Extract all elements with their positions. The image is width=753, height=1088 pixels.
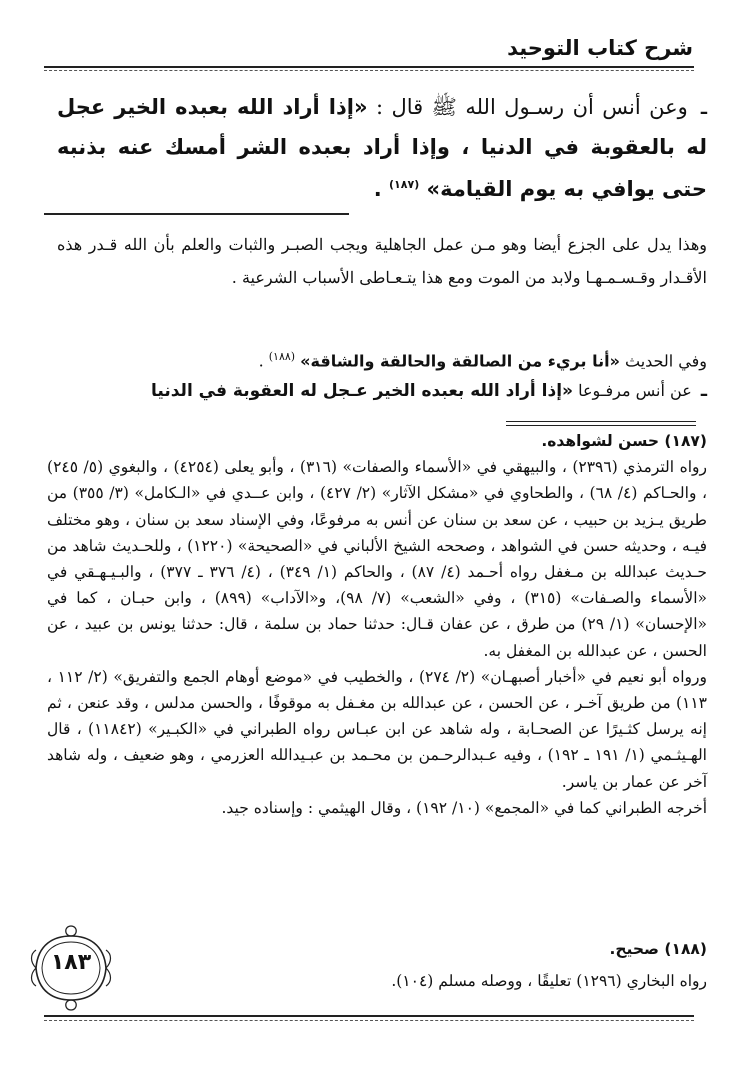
paragraph-explanation: وهذا يدل على الجزع أيضا وهو مـن عمل الجاهلية ويجب الصبـر والثبات والعلم بأن الله قـدر هذه الأقـدار وقـسـمـهـا ولابد من الموت ومع هذا يتـعـاطى الأسباب الشرعية . <box>57 235 707 287</box>
running-header-title: شرح كتاب التوحيد <box>507 36 693 60</box>
hadith-intro: عن أنس مرفـوعا <box>573 381 692 400</box>
footnote-ref-188[interactable]: (١٨٨) <box>268 350 296 363</box>
paragraph-end: . <box>373 177 382 201</box>
footnote-separator-double <box>506 425 696 426</box>
footer-rule <box>44 1015 694 1017</box>
footnote-188-paragraph-1: رواه البخاري (١٢٩٦) تعليقًا ، ووصله مسلم (١٠٤). <box>391 972 707 991</box>
footnote-187 <box>47 428 707 821</box>
paragraph-end: . <box>258 351 264 371</box>
footnote-188-head: (١٨٨) صحيح. <box>609 940 707 958</box>
footnote-188 <box>47 936 707 994</box>
footnote-187-paragraph-2: ورواه أبو نعيم في «أخبار أصبهـان» (٢/ ٢٧٤) ، والخطيب في «موضع أوهام الجمع والتفريق» (٢/ ١١٢ ، ١١٣) من طريق آخـر ، عن الحسن ، عن عبدالله بن مغـفل به موقوفًا ، والحسن مدلس ، وقد عنعن ، ثم إنه يرسل كثـيرًا عن الصحـابة ، وله شاهد عن ابن عبـاس رواه الطبراني في «الكبـير» (١١٨٤٢) ، قال الهـيثـمي (١/ ١٩١ ـ ١٩٢) ، وفيه عـبدالرحـمن بن محـمد بن عبـيدالله العزرمي ، وهو ضعيف ، وله شاهد آخر عن عمار بن ياسر. <box>47 667 707 791</box>
hadith-text: «إذا أراد الله بعبده الخير عـجل له العقوبة في الدنيا <box>151 381 574 401</box>
paragraph-second-hadith <box>57 340 707 377</box>
page-number-badge <box>28 922 114 1014</box>
paragraph-marker: ـ <box>700 380 707 401</box>
paragraph-anas-marfu <box>57 374 707 408</box>
footer-dashed-rule <box>44 1020 694 1021</box>
section-rule <box>44 213 349 215</box>
footnote-187-head: (١٨٧) حسن لشواهده. <box>541 432 707 450</box>
header-dashed-rule <box>44 70 694 71</box>
hadith-text: «إذا أراد الله بعبده الخير عجل له بالعقوبة في الدنيا ، وإذا أراد بعبده الشر أمسك عنه بذنبه حتى يوافي به يوم القيامة» <box>57 95 707 201</box>
footnote-separator <box>506 421 696 422</box>
hadith-intro: وفي الحديث <box>619 351 707 371</box>
paragraph-marker: ـ <box>700 98 707 119</box>
page-number: ١٨٣ <box>50 950 92 975</box>
footnote-ref-187[interactable]: (١٨٧) <box>389 178 420 191</box>
footnote-187-paragraph-1: رواه الترمذي (٢٣٩٦) ، والبيهقي في «الأسماء والصفات» (٣١٦) ، وأبو يعلى (٤٢٥٤) ، والبغوي (٥/ ٢٤٥) ، والحـاكم (٤/ ٦٨) ، والطحاوي في «مشكل الآثار» (٢/ ٤٢٧) ، وابن عــدي في «الـكامل» (٣/ ٣٥٥) من طريق يـزيد بن حبيب ، عن سعد بن سنان عن أنس به مرفوعًا، وفي الإسناد سعد بن سنان ، وهو مختلف فيـه ، وحديثه حسن في الشواهد ، وصححه الشيخ الألباني في «الصحيحة» (١٢٢٠) ، وللحـديث شاهد من حـديث عبدالله بن مـغفل رواه أحـمد (٤/ ٨٧) ، والحاكم (١/ ٣٤٩) ، (٤/ ٣٧٦ ـ ٣٧٧) ، والبـيـهـقي في «الأسماء والصـفات» (٣١٥) ، وفي «الشعب» (٧/ ٩٨)، و«الآداب» (٨٩٩) ، وابن حبـان ، كما في «الإحسان» (١/ ٢٩) من طرق ، عن عفان قـال: حدثنا حماد بن سلمة ، قال: حدثنا يونس بن عبيد ، عن الحسن ، عن عبدالله بن المغفل به. <box>47 458 708 660</box>
hadith-intro: وعن أنس أن رسـول الله ﷺ قال : <box>367 95 688 119</box>
footnote-187-paragraph-3: أخرجه الطبراني كما في «المجمع» (١٠/ ١٩٢) ، وقال الهيثمي : وإسناده جيد. <box>221 798 707 817</box>
hadith-text: «أنا بريء من الصالقة والحالقة والشاقة» <box>300 351 620 371</box>
header-rule <box>44 66 694 68</box>
paragraph-anas-hadith <box>57 88 707 208</box>
